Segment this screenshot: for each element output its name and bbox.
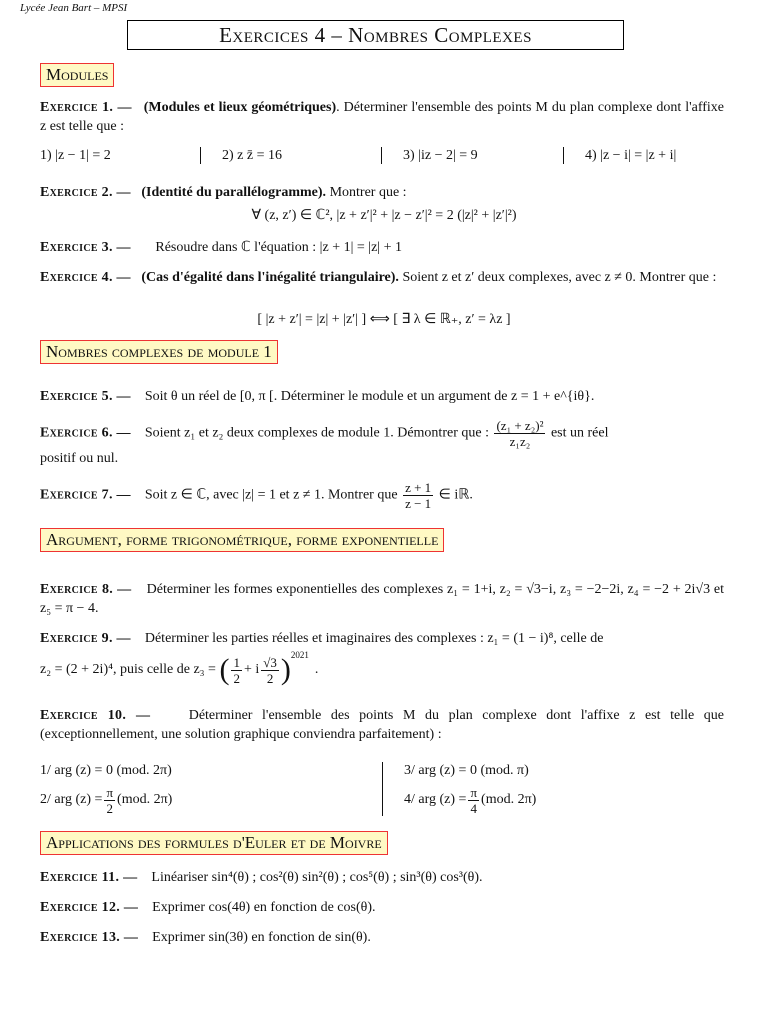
fraction-denominator: 4 — [470, 800, 477, 816]
item-text: (mod. 2π) — [117, 792, 173, 807]
fraction-denominator: z₁z₂ — [509, 434, 531, 449]
exercise-text: Linéariser sin⁴(θ) ; cos²(θ) sin²(θ) ; cos⁵(θ) ; sin³(θ) cos³(θ). — [151, 870, 483, 885]
exercise-text: Déterminer les parties réelles et imaginaires des complexes : z₁ = (1 − i)⁸, celle de — [144, 631, 604, 646]
exercise-13 — [40, 928, 724, 947]
plus-i: + i — [243, 662, 260, 677]
exercise-label: Exercice 13. — — [40, 930, 139, 945]
e10-item-3: 3/ arg (z) = 0 (mod. π) — [404, 763, 529, 778]
exercise-text: . Déterminer l'ensemble des points M du plan complexe dont l'affixe z est telle que : — [40, 100, 724, 134]
e2-formula: ∀ (z, z′) ∈ ℂ², |z + z′|² + |z − z′|² = 2 (|z|² + |z′|²) — [251, 208, 517, 223]
fraction — [403, 480, 433, 511]
exercise-label: Exercice 1. — — [40, 100, 132, 115]
e1-item-1: 1) |z − 1| = 2 — [40, 148, 111, 163]
fraction — [104, 785, 115, 816]
exercise-text: Montrer que : — [326, 185, 407, 200]
section-module-1: Nombres complexes de module 1 — [40, 340, 278, 364]
header-school: Lycée Jean Bart – MPSI — [20, 2, 128, 14]
exercise-text: Résoudre dans ℂ l'équation : |z + 1| = |z| + 1 — [155, 240, 403, 255]
exercise-8 — [40, 580, 724, 618]
divider — [563, 147, 564, 164]
divider — [381, 147, 382, 164]
exercise-text: Soient z₁ et z₂ deux complexes de module 1. Démontrer que : — [144, 425, 489, 441]
exercise-10 — [40, 706, 724, 744]
exercise-11 — [40, 868, 724, 887]
exercise-label: Exercice 9. — — [40, 631, 131, 646]
fraction-numerator: √3 — [263, 654, 277, 670]
exercise-6 — [40, 418, 724, 468]
exercise-label: Exercice 7. — — [40, 487, 131, 503]
exercise-title: (Modules et lieux géométriques) — [143, 100, 337, 115]
e1-item-3: 3) |iz − 2| = 9 — [403, 148, 478, 163]
exercise-text: Exprimer cos(4θ) en fonction de cos(θ). — [152, 900, 376, 915]
e9-line-2: z₂ = (2 + 2i)⁴, puis celle de z₃ = ( $\frac{1}{2}$ + i $\frac{√3}{2}$ ) 2021 . — [40, 650, 319, 686]
e10-item-1: 1/ arg (z) = 0 (mod. 2π) — [40, 763, 172, 778]
exercise-label: Exercice 11. — — [40, 870, 138, 885]
e10-item-4 — [404, 783, 536, 817]
exercise-1 — [40, 98, 724, 136]
section-argument: Argument, forme trigonométrique, forme exponentielle — [40, 528, 444, 552]
exercise-text: Soit θ un réel de [0, π [. Déterminer le module et un argument de z = 1 + e^{iθ}. — [144, 389, 595, 404]
fraction-numerator: π — [106, 784, 114, 800]
fraction-denominator: z − 1 — [405, 496, 432, 511]
exercise-title: (Identité du parallélogramme). — [141, 185, 327, 200]
exercise-text: Déterminer les formes exponentielles des complexes z₁ = 1+i, z₂ = √3−i, z₃ = −2−2i, z₄ = −2 + 2i√3 et z₅ = π − 4. — [40, 582, 724, 616]
exercise-9 — [40, 629, 724, 648]
fraction-denominator: 2 — [266, 670, 274, 686]
item-text: (mod. 2π) — [481, 792, 537, 807]
fraction — [231, 655, 242, 686]
exercise-label: Exercice 6. — — [40, 425, 131, 441]
fraction-numerator: (z₁ + z₂)² — [496, 418, 544, 433]
item-text: 4/ arg (z) = — [404, 792, 467, 807]
fraction-numerator: π — [470, 784, 478, 800]
exercise-label: Exercice 10. — — [40, 708, 151, 723]
section-euler-moivre: Applications des formules d'Euler et de Moivre — [40, 831, 388, 855]
exercise-label: Exercice 5. — — [40, 389, 131, 404]
exercise-label: Exercice 2. — — [40, 185, 131, 200]
divider — [382, 762, 383, 816]
exponent: 2021 — [290, 650, 309, 660]
exercise-label: Exercice 8. — — [40, 582, 132, 597]
exercise-3 — [40, 238, 724, 257]
exercise-text: z₂ = (2 + 2i)⁴, puis celle de z₃ = — [40, 662, 216, 677]
exercise-text: Soient z et z′ deux complexes, avec z ≠ 0. Montrer que : — [398, 270, 717, 285]
fraction — [494, 418, 545, 449]
e10-item-2 — [40, 783, 172, 817]
exercise-text: ∈ iℝ. — [438, 487, 473, 503]
exercise-4 — [40, 268, 724, 287]
exercise-label: Exercice 12. — — [40, 900, 139, 915]
exercise-text: Exprimer sin(3θ) en fonction de sin(θ). — [152, 930, 371, 945]
exercise-text: positif ou nul. — [40, 451, 119, 466]
divider — [200, 147, 201, 164]
paren-open: ( — [219, 653, 230, 686]
item-text: 2/ arg (z) = — [40, 792, 103, 807]
section-modules: Modules — [40, 63, 114, 87]
exercise-label: Exercice 4. — — [40, 270, 131, 285]
exercise-text: Déterminer l'ensemble des points M du plan complexe dont l'affixe z est telle que (exceptionnellement, une solution graphique conviendra parfaitement) : — [40, 708, 725, 742]
exercise-7 — [40, 480, 724, 511]
exercise-12 — [40, 898, 724, 917]
e4-formula: [ |z + z′| = |z| + |z′| ] ⟺ [ ∃ λ ∈ ℝ₊, z′ = λz ] — [257, 312, 511, 327]
exercise-text: est un réel — [550, 425, 609, 441]
fraction-denominator: 2 — [106, 800, 113, 816]
e1-item-4: 4) |z − i| = |z + i| — [585, 148, 677, 163]
fraction — [468, 785, 479, 816]
fraction — [261, 655, 279, 686]
fraction-denominator: 2 — [233, 670, 240, 686]
e1-item-2: 2) z z̄ = 16 — [222, 148, 282, 163]
exercise-title: (Cas d'égalité dans l'inégalité triangulaire). — [141, 270, 399, 285]
exercise-text: Soit z ∈ ℂ, avec |z| = 1 et z ≠ 1. Montrer que — [144, 487, 398, 503]
page-title: Exercices 4 – Nombres Complexes — [127, 20, 624, 50]
fraction-numerator: z + 1 — [405, 480, 432, 495]
fraction-numerator: 1 — [233, 654, 240, 670]
exercise-label: Exercice 3. — — [40, 240, 131, 255]
paren-close: ) — [280, 653, 291, 686]
exercise-2 — [40, 183, 724, 202]
exercise-5 — [40, 387, 724, 406]
